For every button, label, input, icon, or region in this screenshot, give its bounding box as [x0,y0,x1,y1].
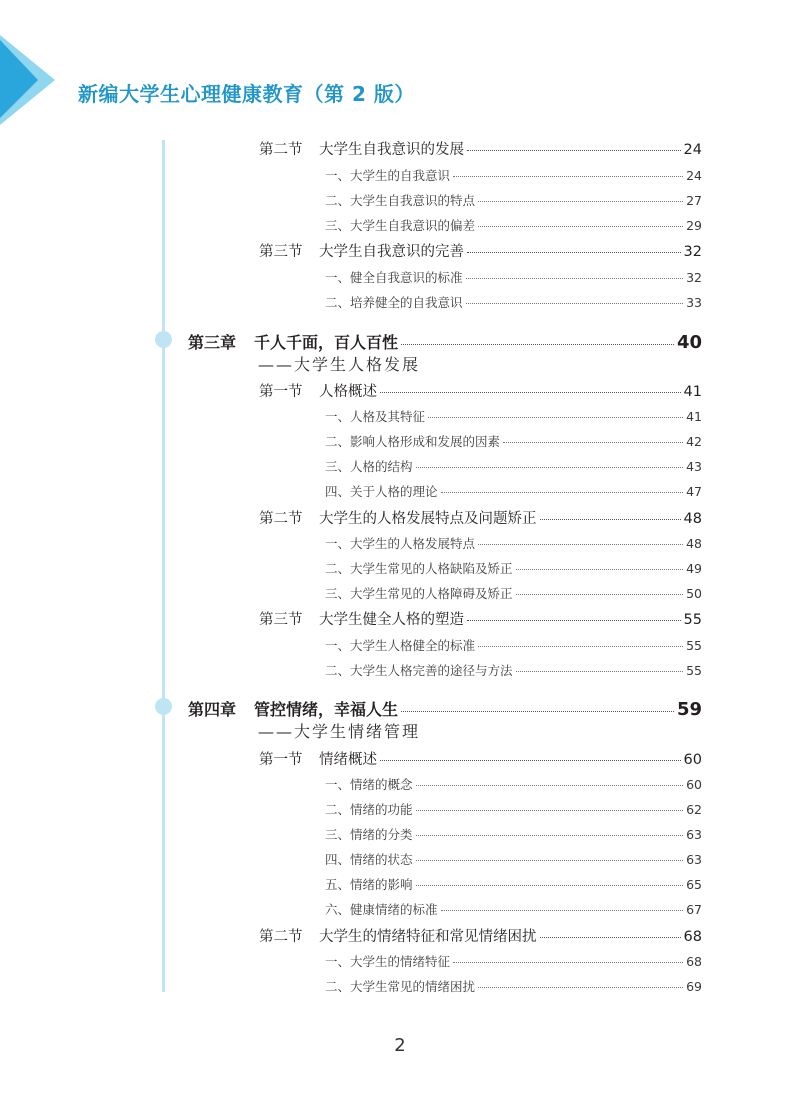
toc-item[interactable] [325,457,702,475]
page-ref: 69 [686,979,702,994]
toc-section[interactable] [259,138,702,159]
toc-item[interactable] [325,661,702,679]
dot-leader [380,760,681,761]
page-ref: 55 [686,638,702,653]
dot-leader [441,492,684,493]
page-ref: 32 [686,270,702,285]
toc-item[interactable] [325,900,702,918]
item-title: 五、情绪的影响 [325,877,413,892]
book-title: 新编大学生心理健康教育（第 2 版） [78,82,415,106]
dot-leader [467,252,681,253]
toc-section[interactable] [259,925,702,946]
item-title: 一、大学生人格健全的标准 [325,638,476,653]
dot-leader [467,620,681,621]
page-ref: 41 [686,409,702,424]
toc-section[interactable] [259,380,702,401]
page-ref: 41 [683,384,702,400]
page-ref: 48 [686,536,702,551]
chapter-3-marker [155,331,172,348]
dot-leader [516,594,684,595]
page-number: 2 [394,1035,406,1056]
toc-item[interactable] [325,825,702,843]
dot-leader [416,860,684,861]
dot-leader [416,835,684,836]
dot-leader [401,344,674,345]
item-title: 三、大学生常见的人格障碍及矫正 [325,586,513,601]
page-ref: 24 [683,142,702,158]
page-ref: 60 [686,777,702,792]
page-ref: 63 [686,852,702,867]
section-number: 第二节 [259,511,303,527]
toc-item[interactable] [325,952,702,970]
dot-leader [503,442,683,443]
toc-section[interactable] [259,608,702,629]
section-number: 第二节 [259,929,303,945]
toc-chapter[interactable] [188,697,702,720]
chapter-number: 第四章 [188,700,237,719]
item-title: 三、人格的结构 [325,459,413,474]
page-ref: 59 [676,699,702,720]
page-ref: 27 [686,193,702,208]
page-ref: 29 [686,218,702,233]
dot-leader [516,671,684,672]
chapter-number: 第三章 [188,333,237,352]
page-ref: 47 [686,484,702,499]
timeline-line [162,140,165,992]
page-ref: 43 [686,459,702,474]
page-ref: 49 [686,561,702,576]
dot-leader [416,885,684,886]
toc-item[interactable] [325,191,702,209]
section-number: 第一节 [259,752,303,768]
toc-item[interactable] [325,584,702,602]
toc-item[interactable] [325,875,702,893]
item-title: 二、大学生人格完善的途径与方法 [325,663,513,678]
dot-leader [416,785,684,786]
toc-item[interactable] [325,800,702,818]
toc-item[interactable] [325,850,702,868]
item-title: 一、人格及其特征 [325,409,426,424]
section-title: 大学生的人格发展特点及问题矫正 [319,511,537,527]
dot-leader [466,278,684,279]
page-ref: 42 [686,434,702,449]
toc-chapter[interactable] [188,330,702,353]
dot-leader [380,392,681,393]
item-title: 一、大学生的自我意识 [325,168,451,183]
toc-item[interactable] [325,775,702,793]
item-title: 三、大学生自我意识的偏差 [325,218,476,233]
dot-leader [540,519,681,520]
item-title: 六、健康情绪的标准 [325,902,438,917]
item-title: 四、关于人格的理论 [325,484,438,499]
section-title: 大学生自我意识的发展 [319,142,464,158]
toc-item[interactable] [325,268,702,286]
corner-decoration [0,0,60,130]
toc-item[interactable] [325,977,702,995]
item-title: 二、大学生自我意识的特点 [325,193,476,208]
page-ref: 33 [686,295,702,310]
dot-leader [453,962,683,963]
dot-leader [428,417,683,418]
dot-leader [478,226,683,227]
page-ref: 65 [686,877,702,892]
section-title: 大学生的情绪特征和常见情绪困扰 [319,929,537,945]
section-number: 第一节 [259,384,303,400]
dot-leader [453,176,683,177]
item-title: 一、健全自我意识的标准 [325,270,463,285]
page-ref: 67 [686,902,702,917]
page-ref: 60 [683,752,702,768]
chapter-title: 千人千面，百人百性 [254,333,399,352]
item-title: 一、情绪的概念 [325,777,413,792]
page-ref: 40 [676,332,702,353]
chapter-subtitle: ——大学生情绪管理 [258,722,421,741]
section-number: 第二节 [259,142,303,158]
page-ref: 68 [686,954,702,969]
section-title: 大学生自我意识的完善 [319,244,464,260]
dot-leader [478,201,683,202]
page-ref: 48 [683,511,702,527]
toc-item[interactable] [325,482,702,500]
page-ref: 68 [683,929,702,945]
toc-section[interactable] [259,507,702,528]
dot-leader [478,544,683,545]
dot-leader [540,937,681,938]
section-title: 人格概述 [319,384,377,400]
page-ref: 55 [683,612,702,628]
section-title: 情绪概述 [319,752,377,768]
item-title: 二、大学生常见的人格缺陷及矫正 [325,561,513,576]
item-title: 三、情绪的分类 [325,827,413,842]
toc-item[interactable] [325,293,702,311]
toc-section[interactable] [259,748,702,769]
item-title: 二、影响人格形成和发展的因素 [325,434,501,449]
page-ref: 63 [686,827,702,842]
chapter-subtitle: ——大学生人格发展 [258,355,421,374]
dot-leader [516,569,684,570]
toc-item[interactable] [325,407,702,425]
toc-item[interactable] [325,559,702,577]
toc-item[interactable] [325,432,702,450]
dot-leader [478,646,683,647]
item-title: 四、情绪的状态 [325,852,413,867]
section-number: 第三节 [259,612,303,628]
page-ref: 32 [683,244,702,260]
page-ref: 62 [686,802,702,817]
dot-leader [466,303,684,304]
page-ref: 55 [686,663,702,678]
item-title: 二、培养健全的自我意识 [325,295,463,310]
item-title: 一、大学生的情绪特征 [325,954,451,969]
section-number: 第三节 [259,244,303,260]
toc-section[interactable] [259,240,702,261]
item-title: 二、大学生常见的情绪困扰 [325,979,476,994]
dot-leader [441,910,684,911]
section-title: 大学生健全人格的塑造 [319,612,464,628]
item-title: 一、大学生的人格发展特点 [325,536,476,551]
toc-item[interactable] [325,534,702,552]
page-ref: 50 [686,586,702,601]
chapter-title: 管控情绪，幸福人生 [254,700,399,719]
dot-leader [478,987,683,988]
item-title: 二、情绪的功能 [325,802,413,817]
toc-item[interactable] [325,166,702,184]
dot-leader [401,711,674,712]
page-ref: 24 [686,168,702,183]
dot-leader [416,810,684,811]
dot-leader [467,150,681,151]
toc-item[interactable] [325,636,702,654]
toc-item[interactable] [325,216,702,234]
dot-leader [416,467,684,468]
chapter-4-marker [155,698,172,715]
